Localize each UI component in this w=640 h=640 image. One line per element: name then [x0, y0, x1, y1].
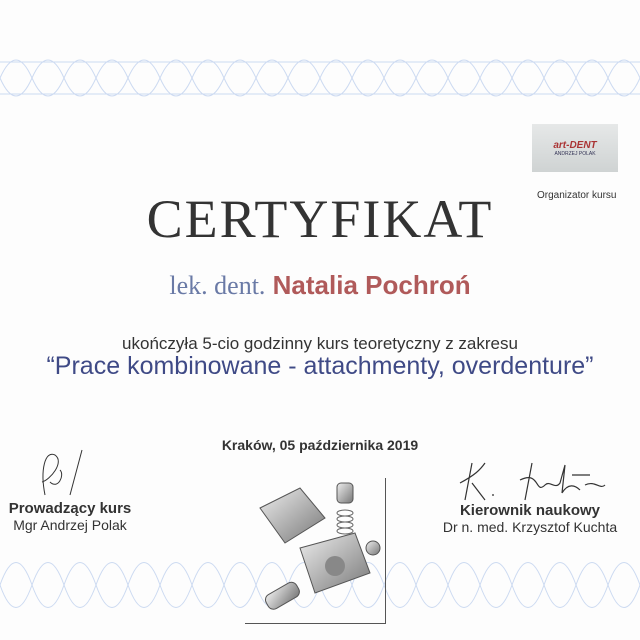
completion-text: ukończyła 5-cio godzinny kurs teoretyczny z zakresu	[122, 334, 518, 353]
recipient-name: Natalia Pochroń	[272, 270, 471, 300]
art-dent-logo	[532, 124, 618, 172]
decorative-guilloche-top	[0, 42, 640, 114]
signature-kuchta	[450, 455, 610, 505]
signature-polak	[30, 440, 90, 500]
organizer-caption: Organizator kursu	[537, 190, 617, 201]
right-signatory-role: Kierownik naukowy	[459, 502, 601, 519]
course-title: “Prace kombinowane - attachmenty, overdenture”	[46, 352, 594, 380]
logo-brand: art-DENT	[553, 139, 597, 151]
recipient-prefix: lek. dent.	[169, 271, 266, 300]
right-signatory-name: Dr n. med. Krzysztof Kuchta	[442, 519, 618, 535]
recipient	[0, 270, 640, 301]
logo-sub: ANDRZEJ POLAK	[554, 150, 596, 157]
attachment-illustration	[245, 478, 386, 624]
left-signatory-name: Mgr Andrzej Polak	[13, 517, 127, 533]
left-signatory-role: Prowadzący kurs	[8, 500, 132, 517]
place-date: Kraków, 05 października 2019	[221, 437, 419, 453]
certificate-title: CERTYFIKAT	[146, 189, 494, 249]
